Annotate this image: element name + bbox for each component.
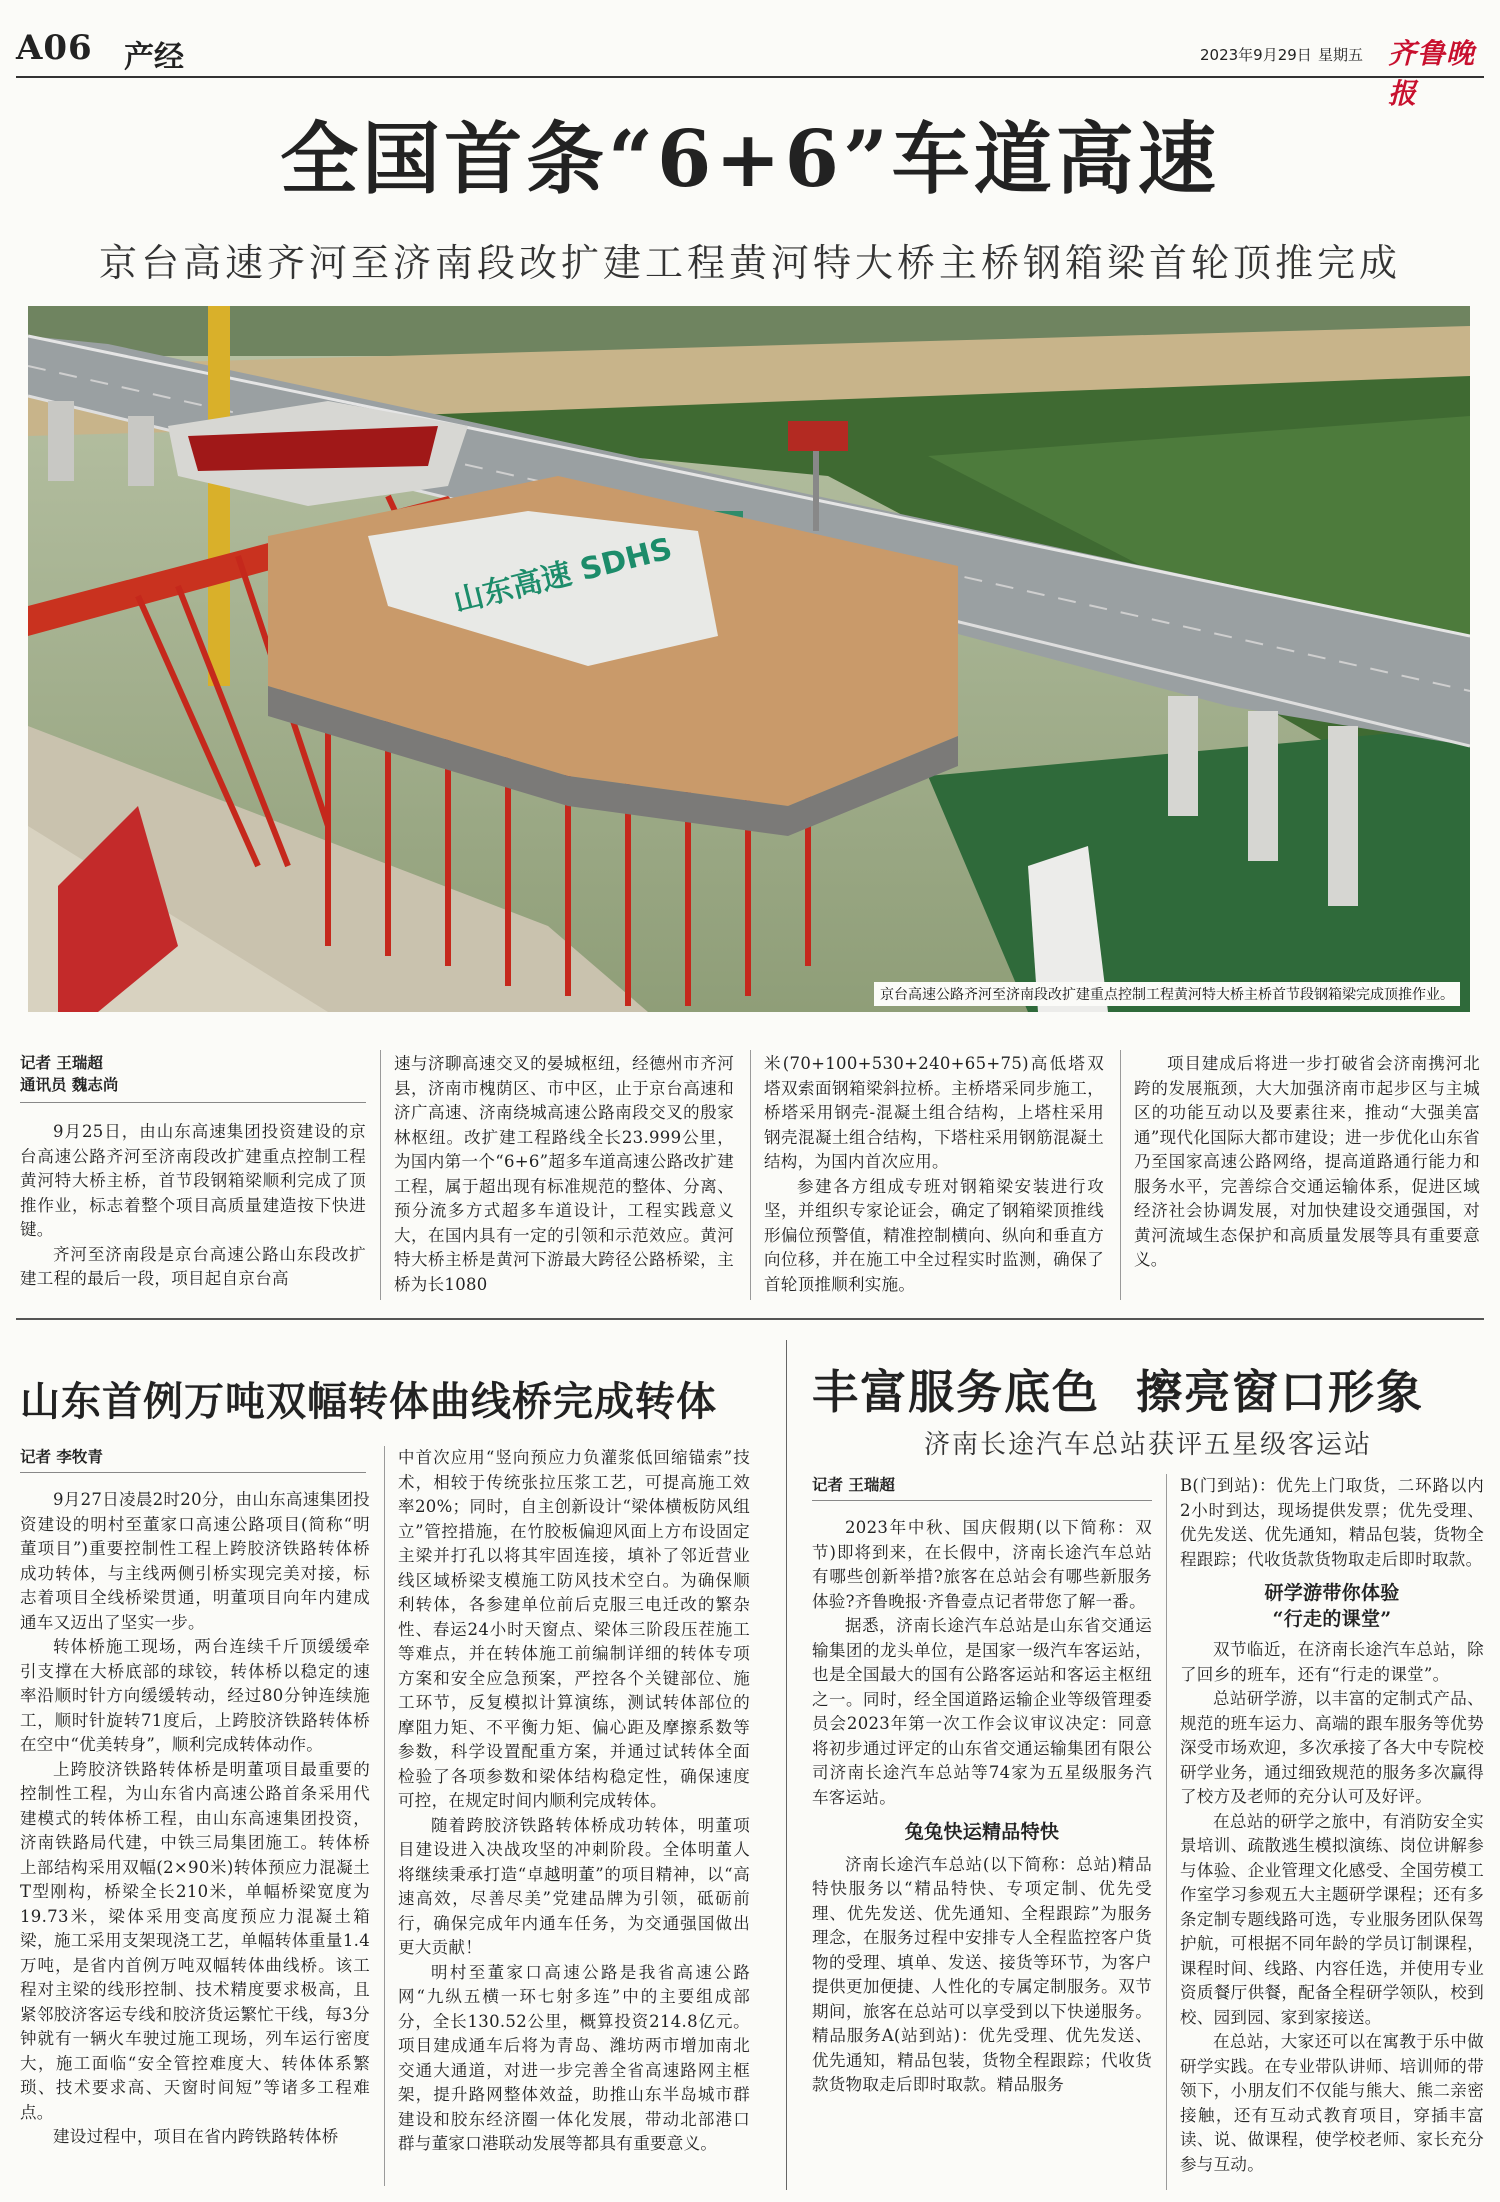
right-story-headline: 丰富服务底色 擦亮窗口形象 bbox=[812, 1365, 1425, 1419]
lead-subheadline: 京台高速齐河至济南段改扩建工程黄河特大桥主桥钢箱梁首轮顶推完成 bbox=[98, 241, 1401, 285]
right-col1-para-3: 济南长途汽车总站(以下简称：总站)精品特快服务以“精品特快、专项定制、优先受理、优先发送、优先通知、全程跟踪”为服务理念，在服务过程中安排专人全程监控客户货物的受理、填单、发送、接货等环节，为客户提供更加便捷、人性化的专属定制服务。双节期间，旅客在总站可以享受到以下快递服务。精品服务A(站到站)：优先受理、优先发送、优先通知，精品包装，货物全程跟踪；代收货款货物取走后即时取款。精品服务 bbox=[812, 1854, 1152, 2094]
left-col1-para-1: 9月27日凌晨2时20分，由山东高速集团投资建设的明村至董家口高速公路项目(简称“明董项目”)重要控制性工程上跨胶济铁路转体桥成功转体，与主线两侧引桥实现完美对接，标志着项目全线桥梁贯通，明董项目向年内建成通车又迈出了坚实一步。 bbox=[20, 1490, 370, 1632]
right-col2-para-2: 双节临近，在济南长途汽车总站，除了回乡的班车，还有“行走的课堂”。 bbox=[1180, 1640, 1484, 1684]
right-story-col-2 bbox=[1180, 1474, 1484, 2177]
left-col1-para-3: 上跨胶济铁路转体桥是明董项目最重要的控制性工程，为山东省内高速公路首条采用代建模式的转体桥工程，由山东高速集团投资，济南铁路局代建，中铁三局集团施工。转体桥上部结构采用双幅(2×90米)转体预应力混凝土T型刚构，桥梁全长210米，单幅桥梁宽度为19.73米，梁体采用变高度预应力混凝土箱梁，施工采用支架现浇工艺，单幅转体重量1.4万吨，是省内首例万吨双幅转体曲线桥。该工程对主梁的线形控制、技术精度要求极高，且紧邻胶济客运专线和胶济货运繁忙干线，每3分钟就有一辆火车驶过施工现场，列车运行密度大，施工面临“安全管控难度大、转体体系繁琐、技术要求高、天窗时间短”等诸多工程难点。 bbox=[20, 1759, 370, 2122]
left-col2-para-2: 随着跨胶济铁路转体桥成功转体，明董项目建设进入决战攻坚的冲刺阶段。全体明董人将继续秉承打造“卓越明董”的项目精神，以“高速高效，尽善尽美”党建品牌为引领，砥砺前行，确保完成年内通车任务，为交通强国做出更大贡献！ bbox=[398, 1815, 750, 1957]
lead-byline-rule bbox=[20, 1102, 366, 1103]
col-divider bbox=[384, 1446, 385, 2186]
lead-byline-correspondent: 通讯员 魏志尚 bbox=[20, 1076, 119, 1094]
left-story-headline: 山东首例万吨双幅转体曲线桥完成转体 bbox=[20, 1378, 717, 1425]
right-col2-para-1: B(门到站)：优先上门取货，二环路以内2小时到达，现场提供发票；优先受理、优先发送、优先通知，精品包装，货物全程跟踪；代收货款货物取走后即时取款。 bbox=[1180, 1476, 1484, 1569]
right-col2-para-4: 在总站的研学之旅中，有消防安全实景培训、疏散逃生模拟演练、岗位讲解参与体验、企业管理文化感受、全国劳模工作室学习参观五大主题研学课程；还有多条定制专题线路可选，专业服务团队保驾护航，可根据不同年龄的学员订制课程，课程时间、线路、内容任选，并使用专业资质餐厅供餐，配备全程研学领队，校到校、园到园、家到家接送。 bbox=[1180, 1811, 1484, 2027]
bridge-construction-photo bbox=[28, 306, 1470, 1012]
left-story-col-1 bbox=[20, 1488, 370, 2150]
right-col1-para-2: 据悉，济南长途汽车总站是山东省交通运输集团的龙头单位，是国家一级汽车客运站，也是全国最大的国有公路客运站和客运主枢纽之一。同时，经全国道路运输企业等级管理委员会2023年第一次工作会议审议决定：同意将初步通过评定的山东省交通运输集团有限公司济南长途汽车总站等74家为五星级服务汽车客运站。 bbox=[812, 1616, 1152, 1807]
lead-col-4 bbox=[1134, 1052, 1480, 1273]
right-byline-rule bbox=[812, 1500, 1152, 1501]
right-story-subheadline: 济南长途汽车总站获评五星级客运站 bbox=[923, 1430, 1372, 1460]
issue-date: 2023年9月29日 bbox=[1200, 46, 1312, 64]
right-col2-para-5: 在总站，大家还可以在寓教于乐中做研学实践。在专业带队讲师、培训师的带领下，小朋友们不仅能与熊大、熊二亲密接触，还有互动式教育项目，穿插丰富读、说、做课程，使学校老师、家长充分参与互动。 bbox=[1180, 2032, 1484, 2174]
lead-col3-para-2: 参建各方组成专班对钢箱梁安装进行攻坚，并组织专家论证会，确定了钢箱梁顶推线形偏位预警值，精准控制横向、纵向和垂直方向位移，并在施工中全过程实时监测，确保了首轮顶推顺利实施。 bbox=[764, 1176, 1104, 1294]
left-col2-para-3: 明村至董家口高速公路是我省高速公路网“九纵五横一环七射多连”中的主要组成部分，全长130.52公里，概算投资214.8亿元。项目建成通车后将为青岛、潍坊两市增加南北交通大通道，对进一步完善全省高速路网主框架，提升路网整体效益，助推山东半岛城市群建设和胶东经济圈一体化发展，带动北部港口群与董家口港联动发展等都具有重要意义。 bbox=[398, 1962, 750, 2153]
lead-col-2 bbox=[394, 1052, 734, 1297]
left-col2-para-1: 中首次应用“竖向预应力负灌浆低回缩锚索”技术，相较于传统张拉压浆工艺，可提高施工效率20%；同时，自主创新设计“梁体横板防风组立”管控措施，在竹胶板偏迎风面上方布设固定主梁并打孔以将其牢固连接，填补了邻近营业线区域桥梁支模施工防风技术空白。为确保顺利转体，各参建单位前后克服三电迁改的繁杂性、春运24小时天窗点、梁体三阶段压茬施工等难点，并在转体施工前编制详细的转体专项方案和安全应急预案，严控各个关键部位、施工环节，反复模拟计算演练，测试转体部位的摩阻力矩、不平衡力矩、偏心距及摩擦系数等参数，科学设置配重方案，并通过试转体全面检验了各项参数和梁体结构稳定性，确保速度可控，在规定时间内顺利完成转体。 bbox=[398, 1448, 750, 1810]
girder-logo-sign: 山东高速 SDHS bbox=[450, 531, 676, 620]
lead-byline-reporter: 记者 王瑞超 bbox=[20, 1054, 103, 1072]
lead-headline: 全国首条“6+6”车道高速 bbox=[280, 114, 1220, 205]
lead-col4-para-1: 项目建成后将进一步打破省会济南携河北跨的发展瓶颈，大大加强济南市起步区与主城区的功能互动以及要素往来，推动“大强美富通”现代化国际大都市建设；进一步优化山东省乃至国家高速公路网络，提高道路通行能力和服务水平，完善综合交通运输体系，促进区域经济社会协调发展，对加快建设交通强国，对黄河流域生态保护和高质量发展等具有重要意义。 bbox=[1134, 1054, 1480, 1269]
header-rule bbox=[16, 76, 1484, 78]
left-col1-para-2: 转体桥施工现场，两台连续千斤顶缓缓牵引支撑在大桥底部的球铰，转体桥以稳定的速率沿顺时针方向缓缓转动，经过80分钟连续施工，顺时针旋转71度后，上跨胶济铁路转体桥在空中“优美转身”，顺利完成转体动作。 bbox=[20, 1637, 370, 1754]
col-divider bbox=[750, 1050, 751, 1300]
col-divider bbox=[380, 1050, 381, 1300]
left-story-byline: 记者 李牧青 bbox=[20, 1448, 103, 1466]
left-story-col-2 bbox=[398, 1446, 750, 2157]
col-divider bbox=[1120, 1050, 1121, 1300]
lead-col1-para-2: 齐河至济南段是京台高速公路山东段改扩建工程的最后一段，项目起自京台高 bbox=[20, 1244, 366, 1288]
right-story-byline: 记者 王瑞超 bbox=[812, 1476, 895, 1494]
story-divider bbox=[786, 1340, 787, 2190]
newspaper-logo: 齐鲁晚报 bbox=[1388, 37, 1476, 110]
right-subhead-2-line-1: 研学游带你体验 bbox=[1264, 1582, 1400, 1604]
right-subhead-1: 兔兔快运精品特快 bbox=[904, 1821, 1060, 1843]
right-story-col-1 bbox=[812, 1516, 1152, 2098]
right-col1-para-1: 2023年中秋、国庆假期(以下简称：双节)即将到来，在长假中，济南长途汽车总站有哪些创新举措?旅客在总站会有哪些新服务体验?齐鲁晚报·齐鲁壹点记者带您了解一番。 bbox=[812, 1518, 1152, 1611]
issue-weekday: 星期五 bbox=[1318, 46, 1364, 64]
right-col2-para-3: 总站研学游，以丰富的定制式产品、规范的班车运力、高端的跟车服务等优势深受市场欢迎，多次承接了各大中专院校研学业务，通过细致规范的服务多次赢得了校方及老师的充分认可及好评。 bbox=[1180, 1689, 1484, 1806]
lead-col-1 bbox=[20, 1120, 366, 1292]
section-name: 产经 bbox=[124, 40, 184, 75]
lead-col-3 bbox=[764, 1052, 1104, 1297]
photo-caption: 京台高速公路齐河至济南段改扩建重点控制工程黄河特大桥主桥首节段钢箱梁完成顶推作业。 bbox=[874, 982, 1460, 1006]
lead-col3-para-1: 米(70+100+530+240+65+75)高低塔双塔双索面钢箱梁斜拉桥。主桥塔采同步施工，桥塔采用钢壳-混凝土组合结构，上塔柱采用钢壳混凝土组合结构，下塔柱采用钢筋混凝土结构，为国内首次应用。 bbox=[764, 1054, 1104, 1171]
page-code: A06 bbox=[16, 28, 93, 68]
right-subhead-2 bbox=[1180, 1580, 1484, 1632]
right-subhead-2-line-2: “行走的课堂” bbox=[1272, 1608, 1392, 1630]
left-byline-rule bbox=[20, 1472, 366, 1473]
section-rule bbox=[16, 1318, 1484, 1320]
left-col1-para-4: 建设过程中，项目在省内跨铁路转体桥 bbox=[53, 2127, 339, 2146]
col-divider bbox=[1166, 1474, 1167, 2190]
lead-photo bbox=[28, 306, 1470, 1012]
lead-col2-para-1: 速与济聊高速交叉的晏城枢纽，经德州市齐河县，济南市槐荫区、市中区，止于京台高速和济广高速、济南绕城高速公路南段交叉的殷家林枢纽。改扩建工程路线全长23.999公里，为国内第一个“6+6”超多车道高速公路改扩建工程，属于超出现有标准规范的整体、分离、预分流多方式超多车道设计，工程实践意义大，在国内具有一定的引领和示范效应。黄河特大桥主桥是黄河下游最大跨径公路桥梁，主桥为长1080 bbox=[394, 1054, 734, 1294]
lead-col1-para-1: 9月25日，由山东高速集团投资建设的京台高速公路齐河至济南段改扩建重点控制工程黄河特大桥主桥，首节段钢箱梁顺利完成了顶推作业，标志着整个项目高质量建造按下快进键。 bbox=[20, 1122, 366, 1239]
